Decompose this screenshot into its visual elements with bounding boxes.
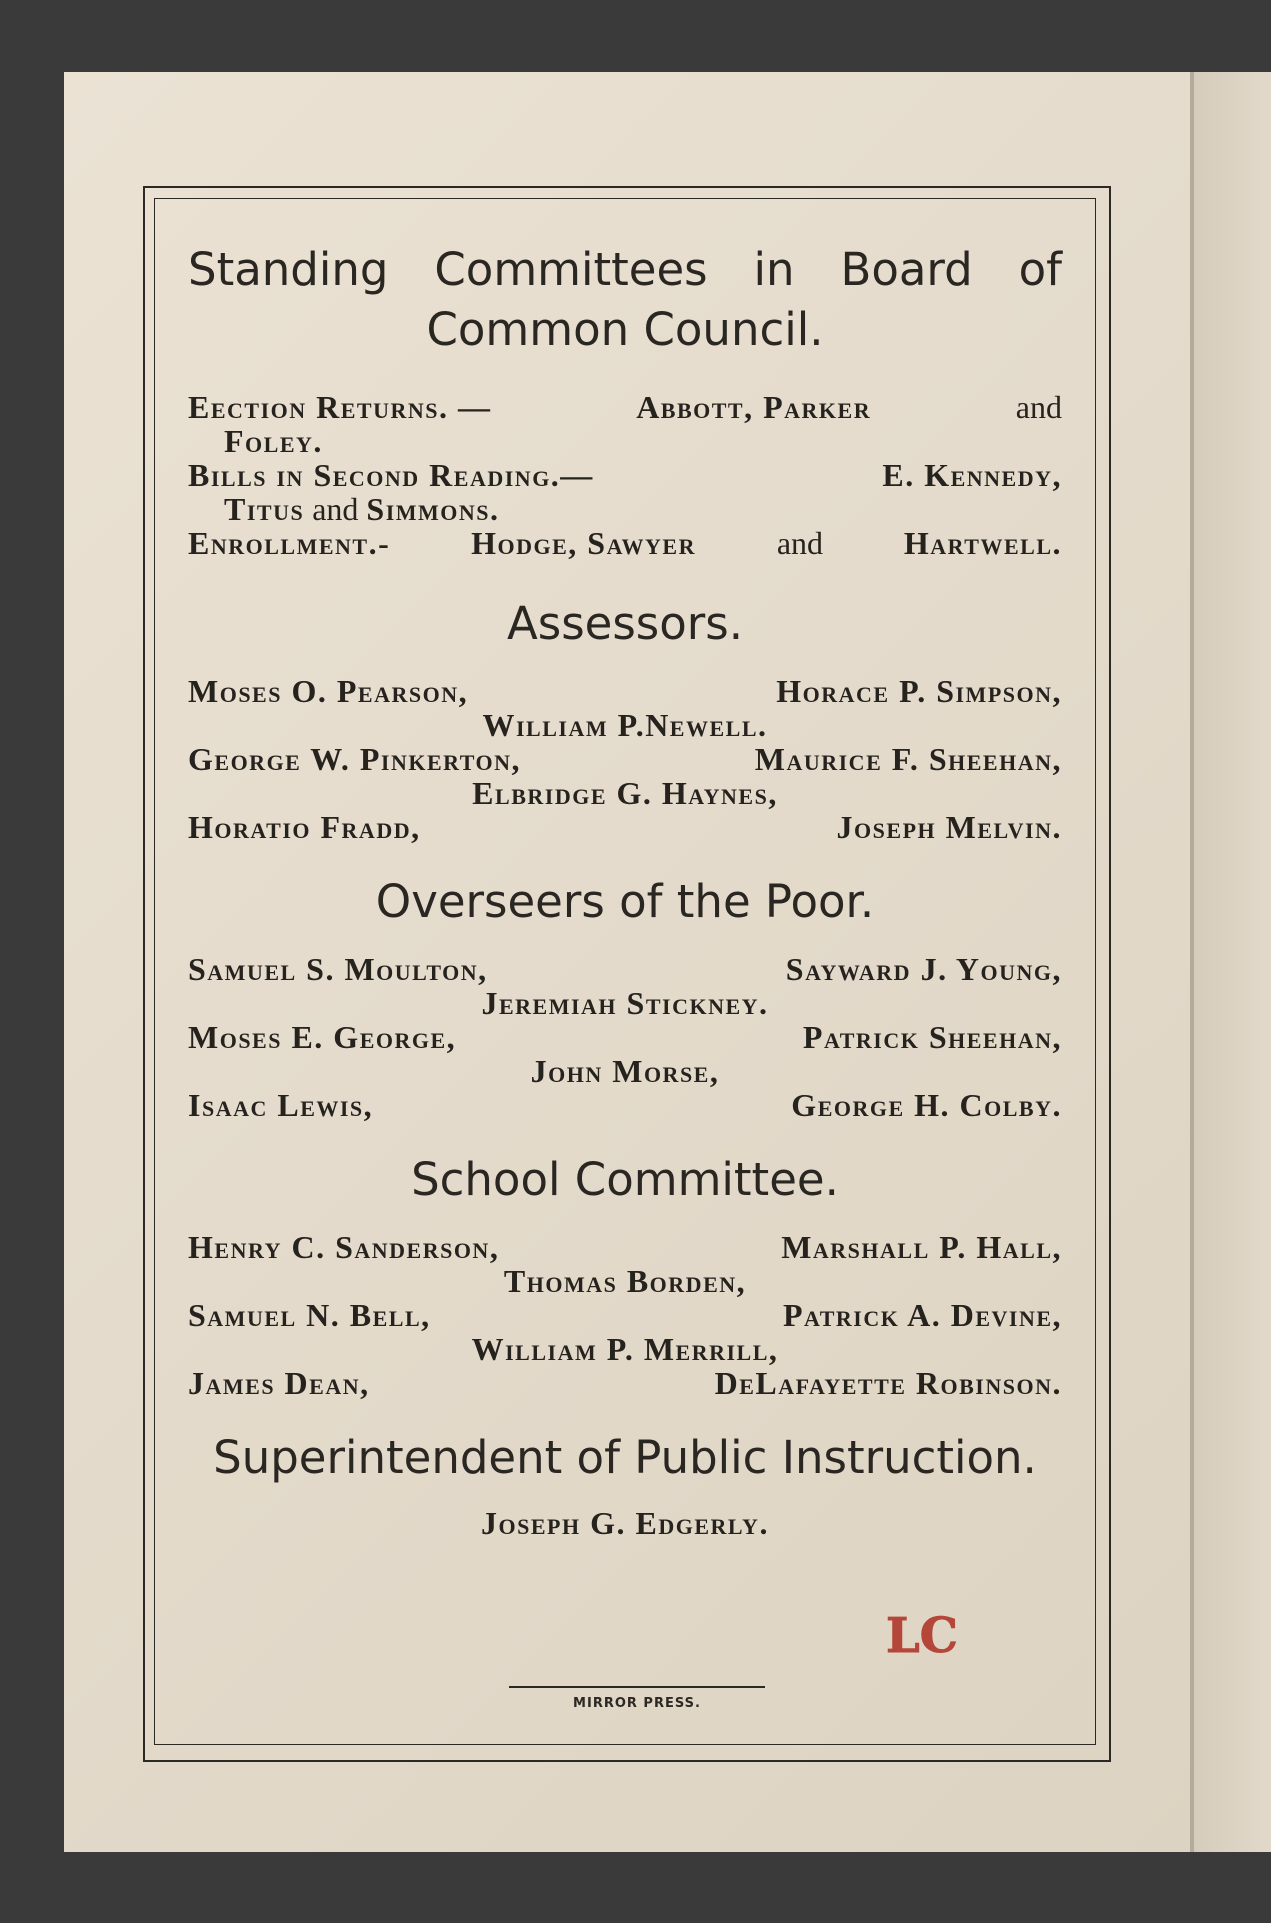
election-returns-conj: and bbox=[1015, 389, 1062, 425]
bills-members: E. Kennedy, bbox=[882, 457, 1062, 493]
school-committee-heading: School Committee. bbox=[411, 1153, 839, 1206]
assessor-name: Horatio Fradd, bbox=[188, 809, 421, 845]
school-committee-name: Thomas Borden, bbox=[503, 1263, 747, 1299]
assessor-name: Elbridge G. Haynes, bbox=[472, 775, 778, 811]
assessor-name: Maurice F. Sheehan, bbox=[754, 741, 1062, 777]
school-committee-name: Samuel N. Bell, bbox=[188, 1297, 431, 1333]
election-returns-entry bbox=[188, 390, 1062, 424]
school-committee-name: DeLafayette Robinson. bbox=[714, 1365, 1062, 1401]
bills-entry bbox=[188, 458, 1062, 492]
overseer-name: George H. Colby. bbox=[791, 1087, 1062, 1123]
election-returns-last: Foley. bbox=[224, 423, 323, 459]
enrollment-conj: and bbox=[776, 525, 824, 561]
overseer-name: Jeremiah Stickney. bbox=[481, 985, 769, 1021]
assessors-row-1 bbox=[188, 674, 1062, 708]
standing-committees-heading: Standing Committees in Board of Common Council. bbox=[188, 243, 1062, 356]
assessors-list bbox=[188, 674, 1062, 844]
overseers-heading: Overseers of the Poor. bbox=[375, 875, 875, 928]
facing-page-edge bbox=[1194, 72, 1271, 1852]
school-committee-name: William P. Merrill, bbox=[471, 1331, 779, 1367]
overseers-row-2 bbox=[188, 1020, 1062, 1054]
lc-stamp-text: LC bbox=[886, 1608, 958, 1664]
school-committee-name: Henry C. Sanderson, bbox=[188, 1229, 500, 1265]
enrollment-label: Enrollment.- bbox=[188, 525, 391, 561]
assessor-name: Moses O. Pearson, bbox=[188, 673, 469, 709]
overseers-list bbox=[188, 952, 1062, 1122]
school-committee-name: Patrick A. Devine, bbox=[782, 1297, 1062, 1333]
assessor-name: Joseph Melvin. bbox=[836, 809, 1062, 845]
bills-continued bbox=[188, 492, 1062, 526]
standing-committees-list bbox=[188, 390, 1062, 560]
election-returns-members: Abbott, Parker bbox=[636, 389, 872, 425]
bills-line2-b: Simmons. bbox=[366, 491, 500, 527]
enrollment-entry bbox=[188, 526, 1062, 560]
school-committee-name: Marshall P. Hall, bbox=[781, 1229, 1062, 1265]
election-returns-label: Eection Returns. — bbox=[188, 389, 492, 425]
superintendent-name: Joseph G. Edgerly. bbox=[481, 1505, 769, 1541]
school-committee-name: James Dean, bbox=[188, 1365, 370, 1401]
school-committee-list bbox=[188, 1230, 1062, 1400]
assessor-name: George W. Pinkerton, bbox=[188, 741, 522, 777]
assessor-name: Horace P. Simpson, bbox=[776, 673, 1062, 709]
assessors-row-3 bbox=[188, 810, 1062, 844]
school-committee-row-2 bbox=[188, 1298, 1062, 1332]
school-committee-row-1 bbox=[188, 1230, 1062, 1264]
overseer-name: Patrick Sheehan, bbox=[802, 1019, 1062, 1055]
bills-label: Bills in Second Reading.— bbox=[188, 457, 594, 493]
imprint-text: MIRROR PRESS. bbox=[573, 1696, 701, 1711]
election-returns-continued bbox=[188, 424, 1062, 458]
overseers-row-3 bbox=[188, 1088, 1062, 1122]
school-committee-row-3 bbox=[188, 1366, 1062, 1400]
document-content bbox=[188, 230, 1062, 1540]
bills-line2-a: Titus bbox=[224, 491, 305, 527]
bills-line2-conj: and bbox=[312, 491, 359, 527]
assessors-row-2 bbox=[188, 742, 1062, 776]
enrollment-last: Hartwell. bbox=[903, 525, 1062, 561]
assessor-name: William P.Newell. bbox=[482, 707, 768, 743]
assessors-heading: Assessors. bbox=[506, 597, 744, 650]
imprint-rule bbox=[509, 1686, 765, 1688]
overseer-name: John Morse, bbox=[530, 1053, 720, 1089]
overseer-name: Isaac Lewis, bbox=[188, 1087, 374, 1123]
overseer-name: Sayward J. Young, bbox=[785, 951, 1062, 987]
overseers-row-1 bbox=[188, 952, 1062, 986]
lc-stamp-mark bbox=[886, 1604, 958, 1664]
enrollment-members: Hodge, Sawyer bbox=[471, 525, 696, 561]
superintendent-heading: Superintendent of Public Instruction. bbox=[213, 1431, 1037, 1484]
overseer-name: Moses E. George, bbox=[188, 1019, 457, 1055]
overseer-name: Samuel S. Moulton, bbox=[188, 951, 488, 987]
